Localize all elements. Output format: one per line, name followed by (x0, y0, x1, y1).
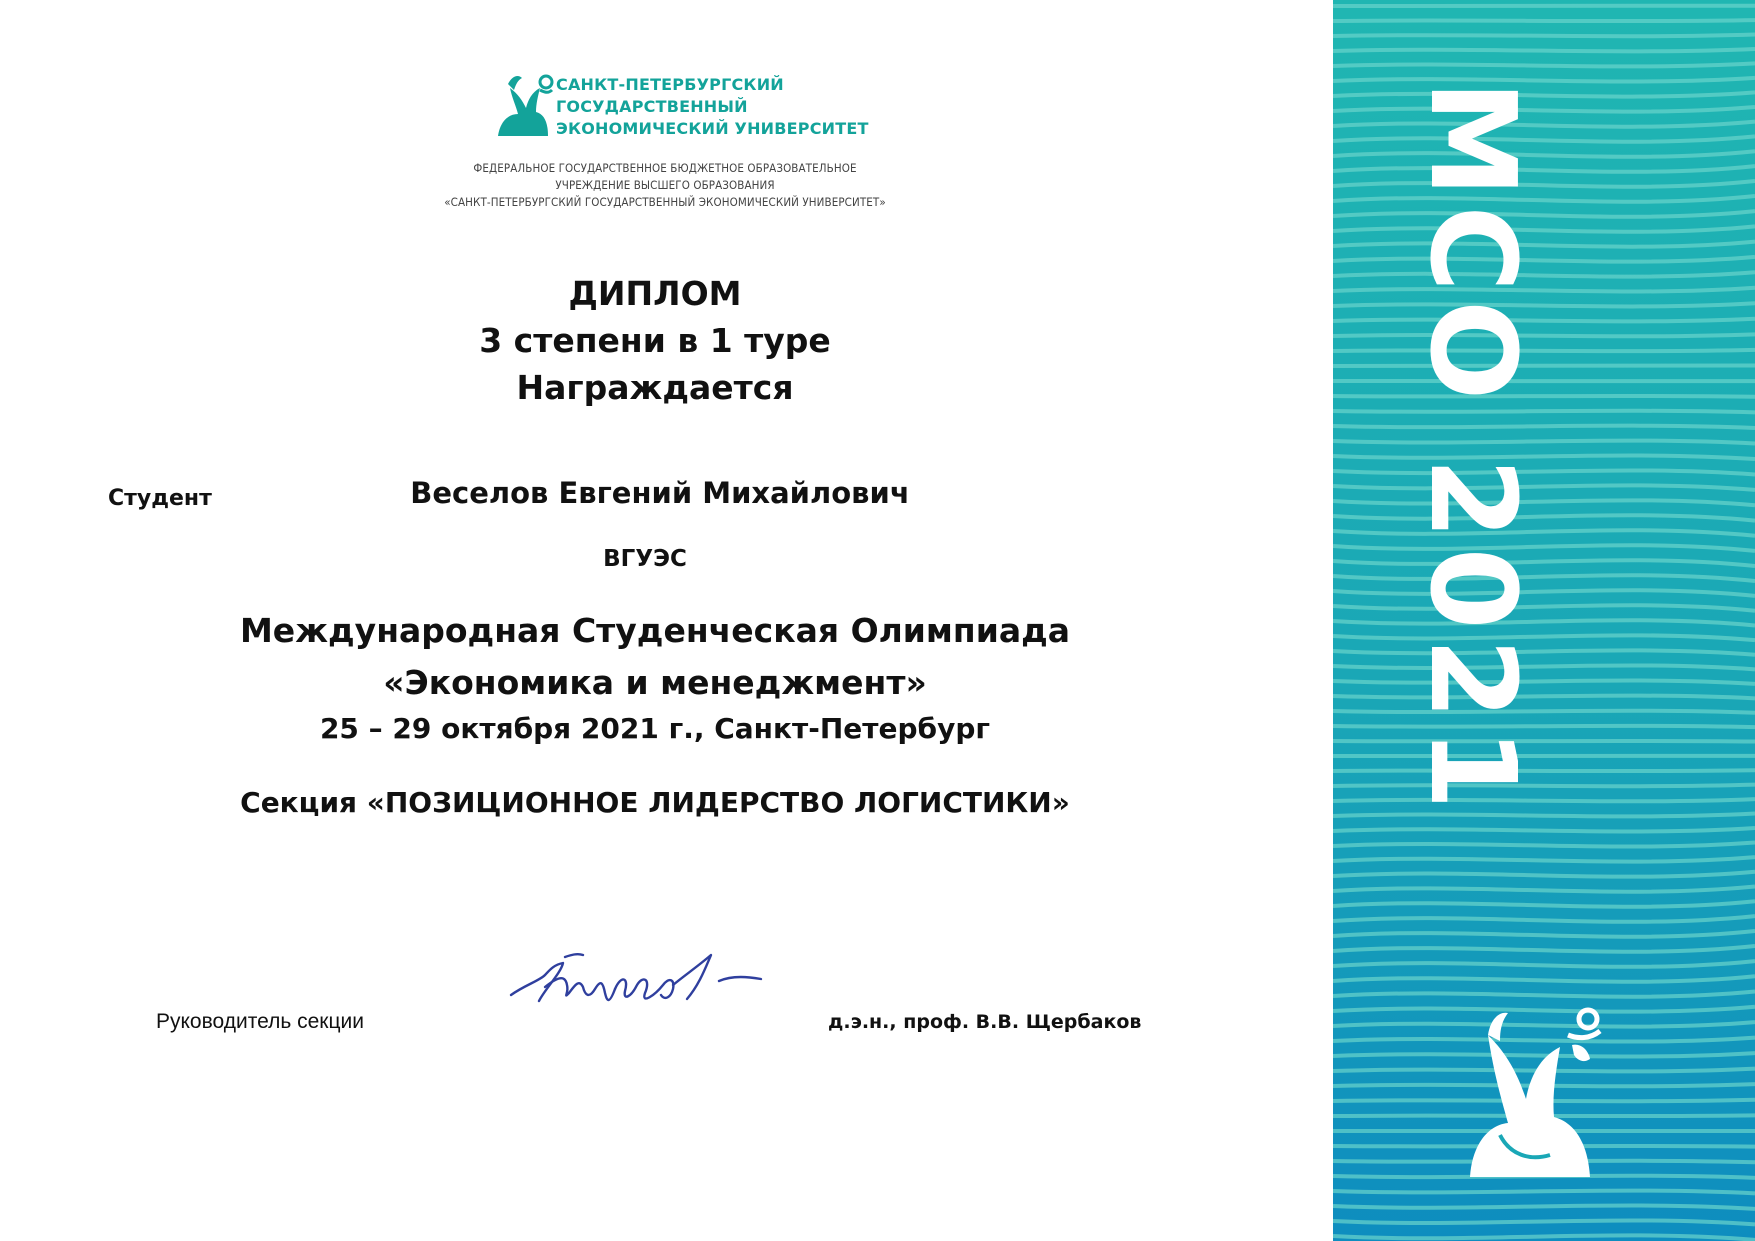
federal-line: УЧРЕЖДЕНИЕ ВЫСШЕГО ОБРАЗОВАНИЯ (555, 178, 775, 192)
panel-stripe (1333, 35, 1755, 37)
handwritten-signature (505, 945, 795, 1025)
university-name-line: ЭКОНОМИЧЕСКИЙ УНИВЕРСИТЕТ (556, 119, 869, 138)
panel-stripe (1333, 741, 1755, 742)
university-name (556, 74, 916, 140)
panel-stripe (1333, 49, 1755, 51)
side-panel-title: МСО 2021 (1404, 80, 1542, 818)
diploma-title-block (355, 270, 955, 411)
panel-stripe (1333, 785, 1755, 787)
federal-line: ФЕДЕРАЛЬНОЕ ГОСУДАРСТВЕННОЕ БЮДЖЕТНОЕ ОБРАЗОВАТЕЛЬНОЕ (473, 161, 857, 175)
panel-stripe (1333, 770, 1755, 771)
federal-institution-text (380, 160, 950, 211)
panel-stripe (1333, 319, 1755, 322)
panel-stripe (1333, 350, 1755, 351)
panel-stripe (1333, 396, 1755, 397)
panel-stripe (1333, 366, 1755, 367)
panel-stripe (1333, 441, 1755, 444)
student-label: Студент (108, 486, 212, 511)
event-dates: 25 – 29 октября 2021 г., Санкт-Петербург (319, 712, 991, 745)
panel-stripe (1333, 334, 1755, 336)
olympiad-name-line1: Международная Студенческая Олимпиада (239, 611, 1071, 650)
griffin-logo-icon (1460, 1005, 1620, 1180)
panel-stripe (1333, 696, 1755, 699)
student-university: ВГУЭС (603, 546, 687, 572)
panel-stripe (1333, 1191, 1755, 1194)
panel-stripe (1333, 426, 1755, 428)
event-section: Секция «ПОЗИЦИОННОЕ ЛИДЕРСТВО ЛОГИСТИКИ» (240, 786, 1070, 819)
student-name: Веселов Евгений Михайлович (410, 476, 910, 510)
federal-line: «САНКТ-ПЕТЕРБУРГСКИЙ ГОСУДАРСТВЕННЫЙ ЭКОНОМИЧЕСКИЙ УНИВЕРСИТЕТ» (444, 195, 886, 209)
panel-stripe (1333, 711, 1755, 713)
panel-stripe (1333, 63, 1755, 66)
diploma-degree: 3 степени в 1 туре (479, 321, 831, 360)
diploma-awarded: Награждается (516, 368, 794, 407)
olympiad-name (170, 605, 1140, 709)
diploma-title: ДИПЛОМ (568, 274, 742, 313)
griffin-logo-icon (488, 70, 562, 140)
signatory-name: д.э.н., проф. В.В. Щербаков (828, 1011, 1142, 1033)
panel-stripe (1333, 799, 1755, 801)
panel-stripe (1333, 20, 1755, 21)
panel-stripe (1333, 411, 1755, 413)
panel-stripe (1333, 726, 1755, 727)
panel-stripe (1333, 814, 1755, 817)
olympiad-name-line2: «Экономика и менеджмент» (383, 663, 927, 702)
university-name-line: САНКТ-ПЕТЕРБУРГСКИЙ (556, 75, 784, 94)
signatory-label: Руководитель секции (156, 1010, 364, 1033)
university-name-line: ГОСУДАРСТВЕННЫЙ (556, 97, 748, 116)
